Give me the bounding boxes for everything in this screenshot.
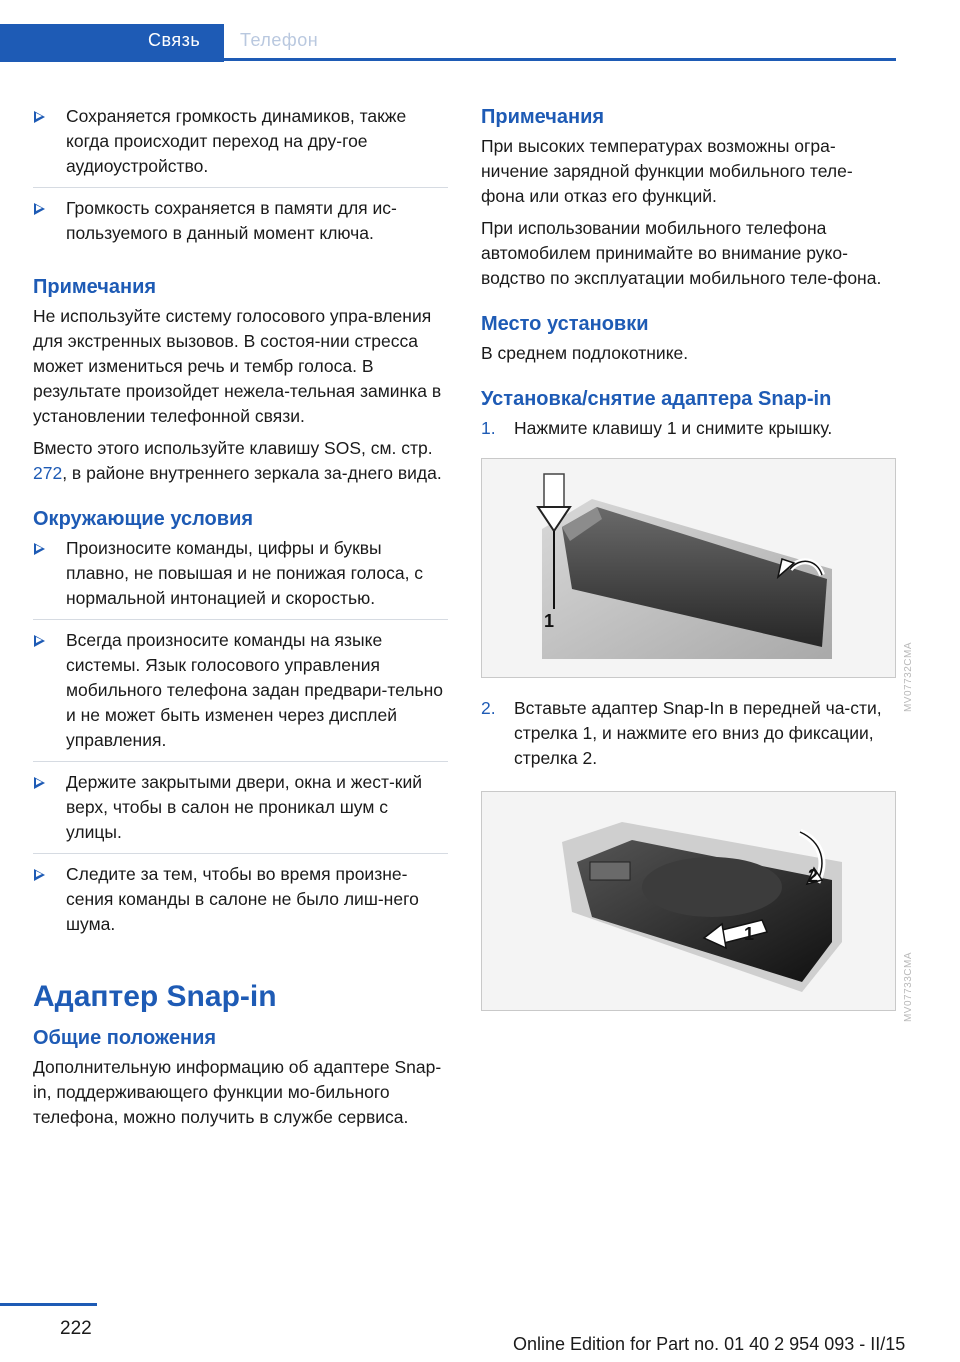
notes-text-sos: Вместо этого используйте клавишу SOS, см. стр. 272, в районе внутреннего зеркала за-днего вида.: [33, 438, 442, 483]
bullet-triangle-icon: [34, 777, 45, 789]
list-item: Всегда произносите команды на языке системы. Язык голосового управления мобильного телефона задан предвари-тельно и не может быть изменен через дисплей управления.: [33, 628, 448, 762]
section-title-snap-in: Адаптер Snap-in: [33, 980, 277, 1013]
figure-code-1: MV07732CMA: [903, 642, 914, 713]
right-column: [481, 104, 896, 1011]
notes-heading-right: Примечания: [481, 106, 605, 128]
armrest-cover-illustration: [482, 459, 896, 678]
page-number: 222: [60, 1318, 92, 1339]
left-column: [33, 104, 448, 1137]
list-item: Следите за тем, чтобы во время произне-сения команды в салоне не было лиш-него шума.: [33, 862, 448, 945]
notes-text: Не используйте систему голосового упра-вления для экстренных вызовов. В состоя-нии стресса может измениться речь и тембр голоса. В результате произойдет нежела-тельная заминка в установлении телефонной связи.: [33, 306, 442, 426]
figure-callout-1: 1: [744, 924, 755, 944]
general-heading: Общие положения: [33, 1027, 217, 1049]
general-text: Дополнительную информацию об адаптере Snap-in, поддерживающего функции мо-бильного телефона, можно получить в службе сервиса.: [33, 1057, 442, 1127]
snap-in-adapter-illustration: [482, 792, 896, 1011]
edition-note: Online Edition for Part no. 01 40 2 954 093 - II/15: [513, 1334, 906, 1354]
header-rule: [0, 58, 896, 61]
list-item: Сохраняется громкость динамиков, также когда происходит переход на дру-гое аудиоустройство.: [33, 104, 448, 188]
step-item: 2. Вставьте адаптер Snap-In в передней ча-сти, стрелка 1, и нажмите его вниз до фиксации, стрелка 2.: [481, 698, 882, 768]
installation-place-text: В среднем подлокотнике.: [481, 343, 689, 363]
footer-rule: [0, 1303, 97, 1306]
page-header: [0, 0, 960, 62]
list-item: Произносите команды, цифры и буквы плавно, не повышая и не понижая голоса, с нормальной интонацией и скоростью.: [33, 536, 448, 620]
figure-callout-2: 2: [808, 866, 819, 886]
environment-bullet-list: [33, 536, 448, 945]
header-tab-phone: Телефон: [240, 30, 319, 50]
install-remove-heading: Установка/снятие адаптера Snap-in: [481, 388, 832, 410]
environment-heading: Окружающие условия: [33, 508, 254, 530]
volume-bullet-list: [33, 104, 448, 254]
bullet-triangle-icon: [34, 869, 45, 881]
notes-temperature-text: При высоких температурах возможны огра-ничение зарядной функции мобильного теле-фона или отказ его функций.: [481, 136, 853, 206]
notes-manual-text: При использовании мобильного телефона автомобилем принимайте во внимание руко-водство по эксплуатации мобильного теле-фона.: [481, 218, 882, 288]
bullet-triangle-icon: [34, 111, 45, 123]
steps-list: [481, 416, 896, 441]
header-tab-connection: Связь: [148, 30, 201, 50]
step-number: 1.: [481, 418, 496, 438]
page-link-272[interactable]: 272: [33, 463, 63, 483]
installation-place-heading: Место установки: [481, 313, 649, 335]
list-item: Громкость сохраняется в памяти для ис-пользуемого в данный момент ключа.: [33, 196, 448, 254]
notes-heading: Примечания: [33, 276, 157, 298]
figure-callout-1: 1: [544, 611, 555, 631]
bullet-triangle-icon: [34, 543, 45, 555]
steps-list-2: [481, 696, 896, 771]
figure-remove-cover: [481, 458, 896, 678]
figure-insert-adapter: [481, 791, 896, 1011]
figure-code-2: MV07733CMA: [903, 952, 914, 1023]
step-item: 1. Нажмите клавишу 1 и снимите крышку.: [481, 416, 896, 441]
bullet-triangle-icon: [34, 635, 45, 647]
list-item: Держите закрытыми двери, окна и жест-кий верх, чтобы в салон не проникал шум с улицы.: [33, 770, 448, 854]
step-number: 2.: [481, 698, 496, 718]
bullet-triangle-icon: [34, 203, 45, 215]
